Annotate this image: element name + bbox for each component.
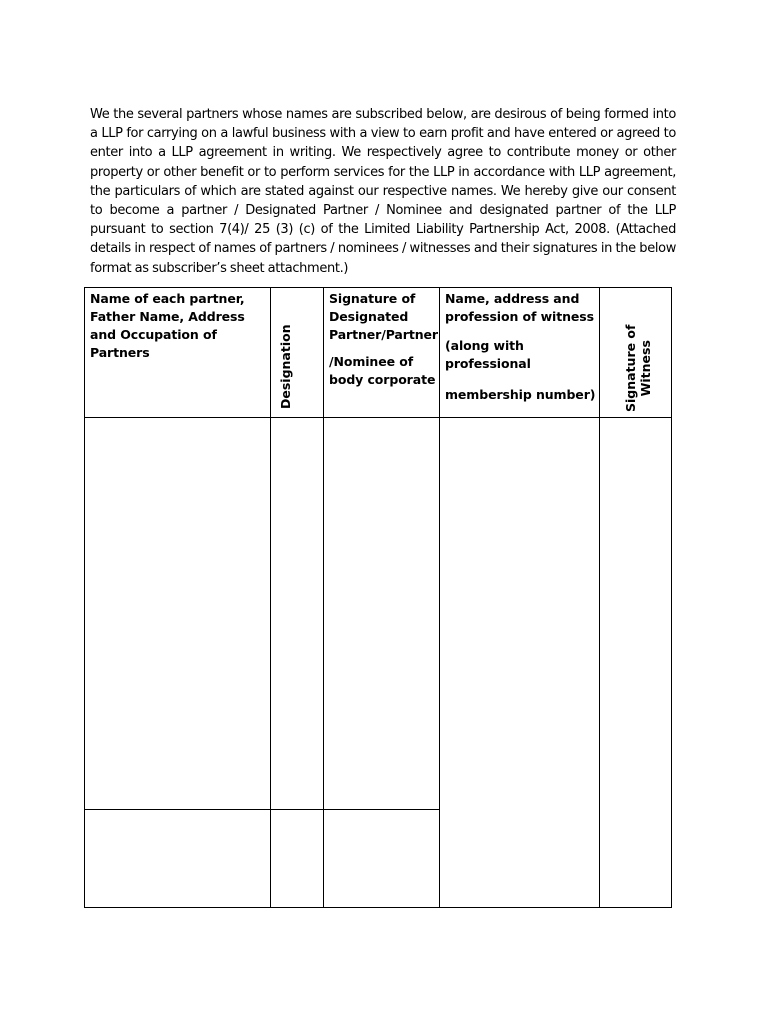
header-signature-nominee-text: /Nominee of body corporate (329, 354, 436, 387)
header-witness (440, 288, 600, 418)
table-row (85, 418, 672, 810)
header-witness-text: Name, address and profession of witness (445, 291, 594, 324)
table-header-row (85, 288, 672, 418)
header-designation-text: Designation (278, 324, 293, 409)
header-witness-signature (600, 288, 672, 418)
signature-cell[interactable] (324, 810, 440, 908)
header-witness-signature-line1: Signature of (623, 324, 638, 412)
designation-cell[interactable] (271, 418, 324, 810)
intro-paragraph: We the several partners whose names are subscribed below, are desirous of being formed into a LLP for carrying on a lawful business with a view to earn profit and have entered or agreed to enter into a LLP agreement in writing. We respectively agree to contribute money or other property or other benefit or to perform services for the LLP in accordance with LLP agreement, the particulars of which are stated against our respective names. We hereby give our consent to become a partner / Designated Partner / Nominee and designated partner of the LLP pursuant to section 7(4)/ 25 (3) (c) of the Limited Liability Partnership Act, 2008. (Attached details in respect of names of partners / nominees / witnesses and their signatures in the below format as subscriber’s sheet attachment.) (90, 107, 676, 276)
subscribers-table (84, 287, 672, 908)
witness-signature-cell[interactable] (600, 418, 672, 908)
witness-details-cell[interactable] (440, 418, 600, 908)
header-partner-details (85, 288, 271, 418)
signature-cell[interactable] (324, 418, 440, 810)
header-signature (324, 288, 440, 418)
partner-details-cell[interactable] (85, 418, 271, 810)
header-signature-text: Signature of Designated Partner/Partner (329, 291, 438, 342)
header-witness-along-text: (along with professional (445, 338, 531, 371)
header-witness-signature-line2: Witness (638, 340, 653, 397)
header-designation (271, 288, 324, 418)
partner-details-cell[interactable] (85, 810, 271, 908)
header-partner-details-text: Name of each partner, Father Name, Address and Occupation of Partners (90, 291, 245, 360)
designation-cell[interactable] (271, 810, 324, 908)
header-witness-signature-text (623, 325, 653, 412)
header-witness-membership-text: membership number) (445, 387, 596, 402)
